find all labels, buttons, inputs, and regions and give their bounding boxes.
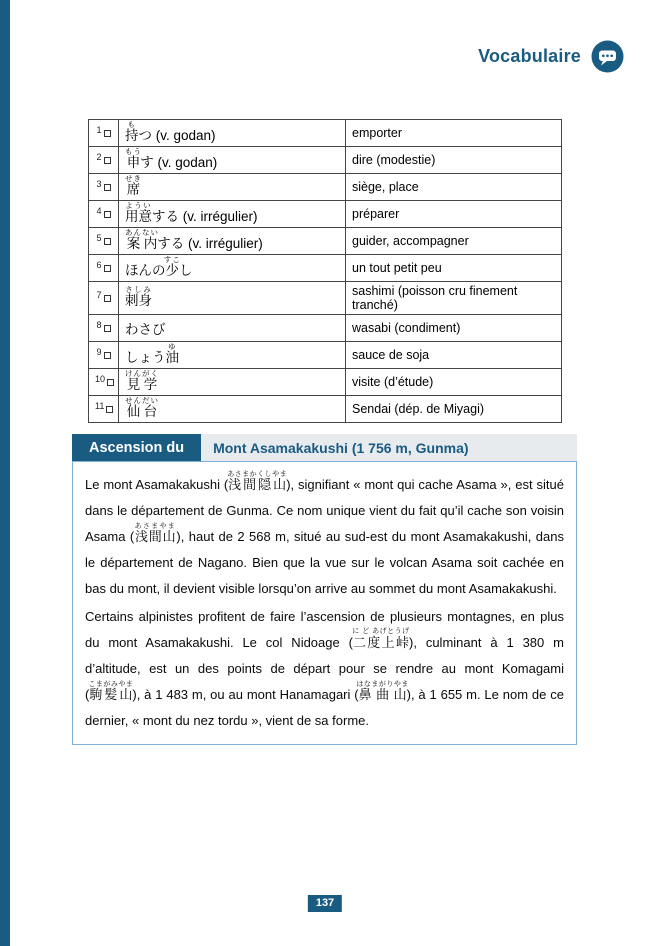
ruby-word: 浅間隠山あさまかくしやま	[227, 471, 288, 492]
row-number: 9	[96, 347, 102, 357]
row-number: 10	[95, 374, 106, 384]
row-number-cell	[89, 228, 119, 255]
vocab-row	[89, 369, 562, 396]
french-translation-cell: visite (d’étude)	[346, 369, 562, 396]
vocab-row	[89, 201, 562, 228]
ruby-word: 仙台せんだい	[125, 396, 159, 419]
row-checkbox[interactable]	[104, 184, 111, 191]
row-number-cell	[89, 174, 119, 201]
row-number: 11	[95, 401, 105, 411]
row-number: 8	[96, 320, 102, 330]
row-checkbox[interactable]	[104, 295, 111, 302]
vocab-row	[89, 315, 562, 342]
japanese-term-cell: 用意よういする (v. irrégulier)	[119, 201, 346, 228]
ruby-word: 少すこ	[163, 255, 181, 278]
row-number: 1	[96, 125, 102, 135]
vocab-row	[89, 228, 562, 255]
page-edge-bar	[0, 0, 10, 946]
row-number: 6	[96, 260, 102, 270]
japanese-term-cell: ほんの少すこし	[119, 255, 346, 282]
row-checkbox[interactable]	[107, 379, 114, 386]
row-checkbox[interactable]	[104, 352, 111, 359]
row-checkbox[interactable]	[106, 406, 113, 413]
french-translation-cell: sashimi (poisson cru finement tranché)	[346, 282, 562, 315]
page-title: Vocabulaire	[478, 46, 581, 66]
ruby-word: 鼻曲山はなまがりやま	[356, 681, 409, 702]
ruby-word: 二度上峠に ど あげとうげ	[352, 628, 410, 650]
japanese-term-cell: わさび	[119, 315, 346, 342]
japanese-term-cell: しょう油ゆ	[119, 342, 346, 369]
ruby-word: 駒髪山こまがみやま	[88, 681, 134, 702]
french-translation-cell: Sendai (dép. de Miyagi)	[346, 396, 562, 423]
passage-paragraph: Le mont Asamakakushi (浅間隠山あさまかくしやま), signifiant « mont qui cache Asama », est situé dans le département de Gunma. Ce nom unique vient du fait qu’il cache son voisin Asama (浅間山あさまやま), haut de 2 568 m, situé au sud-est du mont Asamakakushi, dans le département de Nagano. Bien que la vue sur le volcan Asama soit cachée en bas du mont, il devient visible lorsqu’on arrive au sommet du mont Asamakakushi.	[85, 471, 564, 596]
row-checkbox[interactable]	[104, 130, 111, 137]
ruby-word: 持も	[125, 120, 139, 143]
row-checkbox[interactable]	[104, 211, 111, 218]
japanese-term-cell	[119, 174, 346, 201]
row-number: 4	[96, 206, 102, 216]
row-number-cell	[89, 396, 119, 423]
page-header	[478, 40, 624, 73]
row-number: 3	[96, 179, 102, 189]
vocab-row	[89, 120, 562, 147]
section-header-bar	[72, 434, 577, 461]
vocab-row	[89, 282, 562, 315]
french-translation-cell: siège, place	[346, 174, 562, 201]
page-number-badge: 137	[308, 895, 342, 912]
french-translation-cell: préparer	[346, 201, 562, 228]
french-translation-cell: guider, accompagner	[346, 228, 562, 255]
french-translation-cell: wasabi (condiment)	[346, 315, 562, 342]
row-number-cell	[89, 201, 119, 228]
japanese-term-cell: 申もうす (v. godan)	[119, 147, 346, 174]
ruby-word: 席せき	[125, 174, 142, 197]
vocab-row	[89, 174, 562, 201]
row-number-cell	[89, 315, 119, 342]
row-checkbox[interactable]	[104, 265, 111, 272]
passage-box	[72, 461, 577, 745]
french-translation-cell: emporter	[346, 120, 562, 147]
ruby-word: 案内あんない	[125, 228, 159, 251]
row-checkbox[interactable]	[104, 157, 111, 164]
row-number-cell	[89, 342, 119, 369]
vocab-row	[89, 396, 562, 423]
japanese-term-cell	[119, 396, 346, 423]
ruby-word: 油ゆ	[165, 342, 179, 365]
row-checkbox[interactable]	[104, 325, 111, 332]
row-number-cell	[89, 120, 119, 147]
row-number: 7	[96, 290, 102, 300]
ruby-word: 刺身さしみ	[125, 285, 152, 308]
french-translation-cell: sauce de soja	[346, 342, 562, 369]
row-number-cell	[89, 369, 119, 396]
row-number-cell	[89, 147, 119, 174]
japanese-term-cell: 持もつ (v. godan)	[119, 120, 346, 147]
row-checkbox[interactable]	[104, 238, 111, 245]
japanese-term-cell	[119, 282, 346, 315]
ruby-word: 申もう	[125, 147, 142, 170]
vocab-row	[89, 342, 562, 369]
ruby-word: 見学けんがく	[125, 369, 159, 392]
passage-paragraph: Certains alpinistes profitent de faire l’ascension de plusieurs montagnes, en plus du mont Asamakakushi. Le col Nidoage (二度上峠に ど あげとうげ), culminant à 1 380 m d’altitude, est un des points de départ pour se rendre au mont Komagami (駒髪山こまがみやま), à 1 483 m, ou au mont Hanamagari (鼻曲山はなまがりやま), à 1 655 m. Le nom de ce dernier, « mont du nez tordu », vient de sa forme.	[85, 609, 564, 728]
section-label: Ascension du	[72, 434, 201, 461]
ruby-word: 浅間山あさまやま	[134, 523, 177, 544]
french-translation-cell: dire (modestie)	[346, 147, 562, 174]
vocab-row	[89, 255, 562, 282]
vocab-row	[89, 147, 562, 174]
row-number-cell	[89, 255, 119, 282]
ruby-word: 用意ようい	[125, 201, 152, 224]
french-translation-cell: un tout petit peu	[346, 255, 562, 282]
row-number-cell	[89, 282, 119, 315]
section-title: Mont Asamakakushi (1 756 m, Gunma)	[201, 434, 577, 461]
row-number: 2	[96, 152, 102, 162]
vocab-table	[88, 119, 562, 423]
japanese-term-cell	[119, 369, 346, 396]
japanese-term-cell: 案内あんないする (v. irrégulier)	[119, 228, 346, 255]
speech-bubble-icon	[591, 40, 624, 73]
row-number: 5	[96, 233, 102, 243]
